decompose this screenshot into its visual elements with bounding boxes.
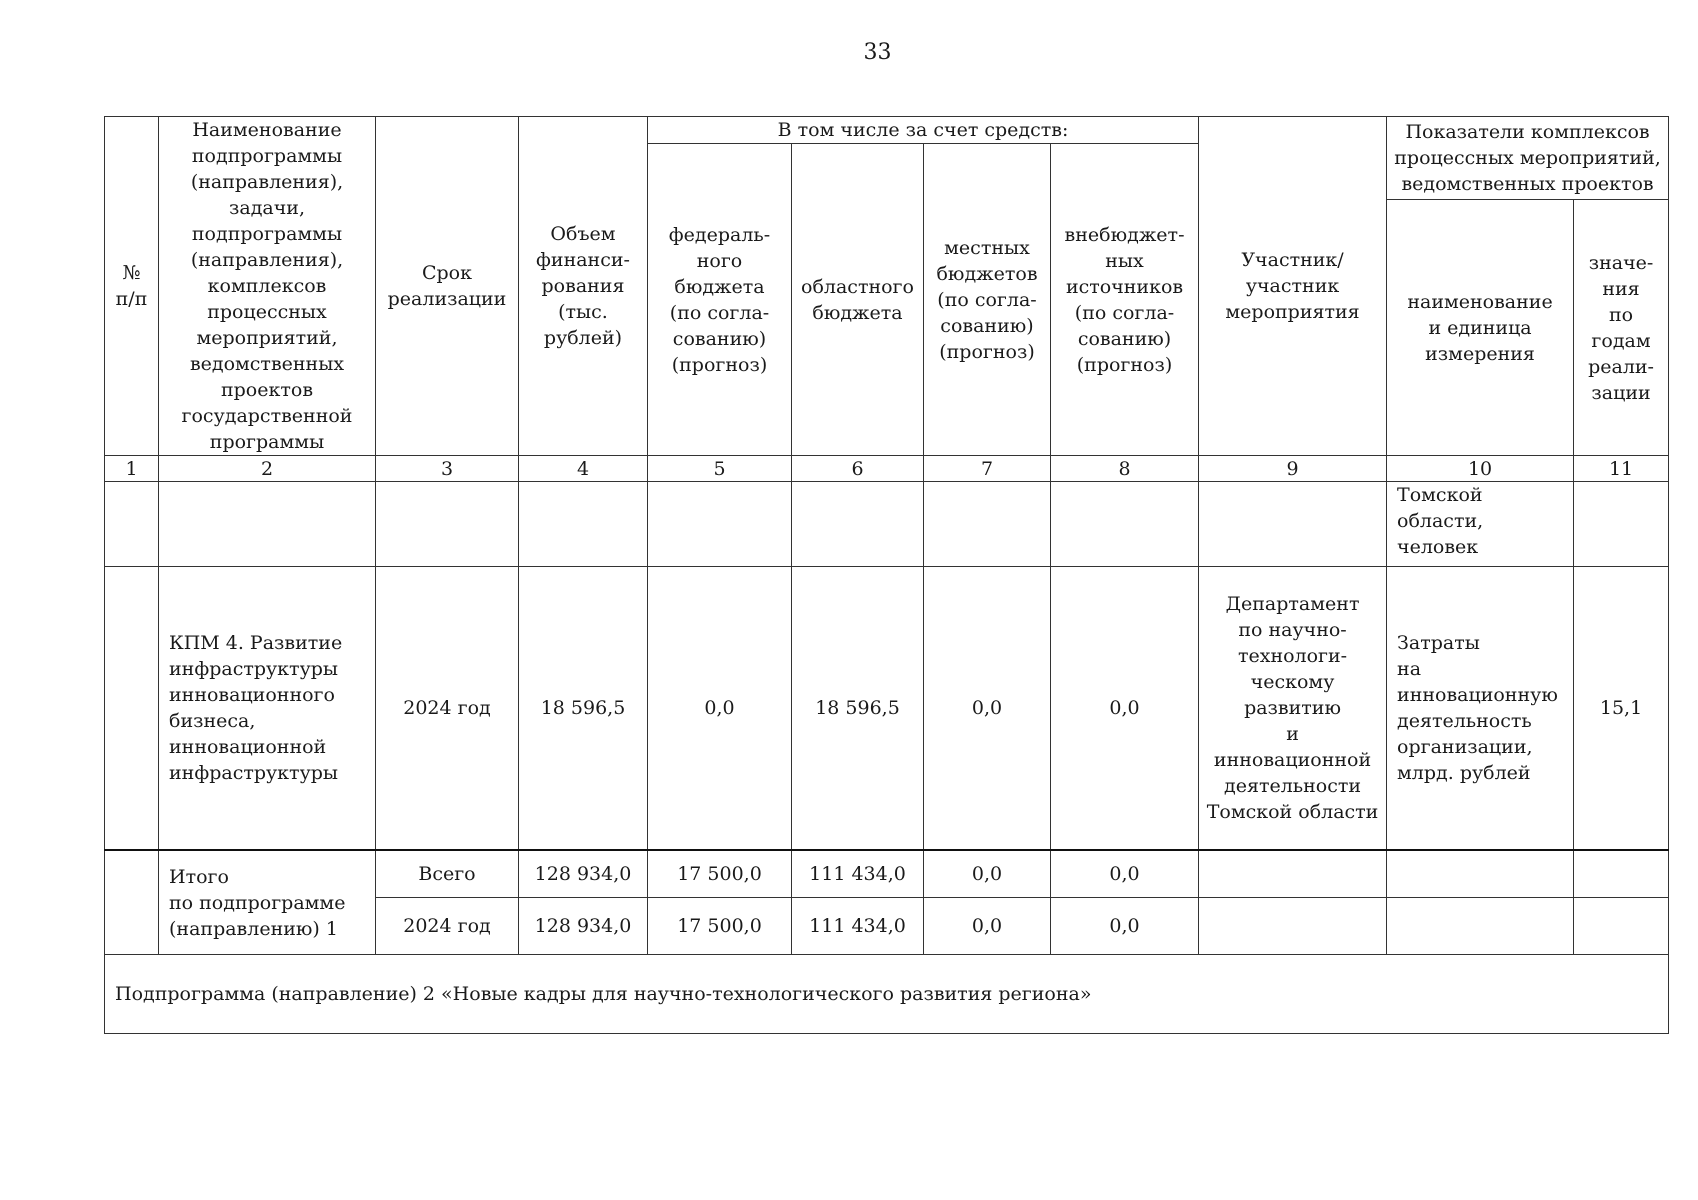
kpm-value: 15,1 — [1574, 567, 1669, 851]
kpm-local: 0,0 — [924, 567, 1051, 851]
kpm-regional: 18 596,5 — [792, 567, 924, 851]
column-number: 3 — [376, 456, 519, 482]
column-number: 9 — [1199, 456, 1387, 482]
indicator-name-continuation: Томской области, человек — [1387, 482, 1574, 567]
table-row — [105, 567, 1669, 851]
table-cell — [159, 482, 376, 567]
header-col-6: областного бюджета — [792, 144, 924, 456]
table-cell — [1199, 850, 1387, 898]
table-cell — [519, 482, 648, 567]
header-col-3: Срок реализации — [376, 117, 519, 456]
total-local: 0,0 — [924, 850, 1051, 898]
header-group-funds: В том числе за счет средств: — [648, 117, 1199, 144]
table-cell — [376, 482, 519, 567]
total-period: 2024 год — [376, 898, 519, 955]
column-number: 6 — [792, 456, 924, 482]
kpm-indicator: Затраты на инновационную деятельность организации, млрд. рублей — [1387, 567, 1574, 851]
column-number: 10 — [1387, 456, 1574, 482]
column-number: 4 — [519, 456, 648, 482]
header-col-2: Наименование подпрограммы (направления), задачи, подпрограммы (направления), комплексов процессных мероприятий, ведомственных проектов государственной программы — [159, 117, 376, 456]
kpm-name: КПМ 4. Развитие инфраструктуры инновационного бизнеса, инновационной инфраструктуры — [159, 567, 376, 851]
table-cell — [924, 482, 1051, 567]
column-number: 7 — [924, 456, 1051, 482]
continuation-row — [105, 482, 1669, 567]
kpm-period: 2024 год — [376, 567, 519, 851]
total-row — [105, 850, 1669, 898]
total-period: Всего — [376, 850, 519, 898]
header-col-7: местных бюджетов (по согла- сованию) (прогноз) — [924, 144, 1051, 456]
header-col-9: Участник/ участник мероприятия — [1199, 117, 1387, 456]
column-numbers-row — [105, 456, 1669, 482]
total-label: Итого по подпрограмме (направлению) 1 — [159, 850, 376, 955]
column-number: 11 — [1574, 456, 1669, 482]
table-cell — [1051, 482, 1199, 567]
table-cell — [1387, 850, 1574, 898]
header-col-4: Объем финанси- рования (тыс. рублей) — [519, 117, 648, 456]
table-cell — [1199, 482, 1387, 567]
column-number: 5 — [648, 456, 792, 482]
total-volume: 128 934,0 — [519, 898, 648, 955]
table-cell — [1574, 898, 1669, 955]
column-number: 1 — [105, 456, 159, 482]
total-local: 0,0 — [924, 898, 1051, 955]
header-col-8: внебюджет- ных источников (по согла- сованию) (прогноз) — [1051, 144, 1199, 456]
column-number: 2 — [159, 456, 376, 482]
table-cell — [1387, 898, 1574, 955]
table-cell — [105, 850, 159, 955]
total-federal: 17 500,0 — [648, 898, 792, 955]
header-col-10: наименование и единица измерения — [1387, 200, 1574, 456]
column-number: 8 — [1051, 456, 1199, 482]
total-federal: 17 500,0 — [648, 850, 792, 898]
table-cell — [792, 482, 924, 567]
table-cell — [1574, 482, 1669, 567]
header-col-1: № п/п — [105, 117, 159, 456]
kpm-extrabudget: 0,0 — [1051, 567, 1199, 851]
header-col-5: федераль- ного бюджета (по согла- сованию) (прогноз) — [648, 144, 792, 456]
total-regional: 111 434,0 — [792, 898, 924, 955]
header-group-indicators: Показатели комплексов процессных мероприятий, ведомственных проектов — [1387, 117, 1669, 200]
page-number: 33 — [863, 40, 892, 65]
kpm-volume: 18 596,5 — [519, 567, 648, 851]
table-cell — [648, 482, 792, 567]
kpm-participant: Департамент по научно- технологи- ческому развитию и инновационной деятельности Томской области — [1199, 567, 1387, 851]
table-cell — [105, 482, 159, 567]
program-table — [104, 116, 1669, 1034]
table-cell — [105, 567, 159, 851]
header-col-11: значе- ния по годам реали- зации — [1574, 200, 1669, 456]
table-cell — [1199, 898, 1387, 955]
subprogram-row — [105, 955, 1669, 1034]
total-regional: 111 434,0 — [792, 850, 924, 898]
subprogram-title: Подпрограмма (направление) 2 «Новые кадры для научно-технологического развития региона» — [105, 955, 1669, 1034]
total-extrabudget: 0,0 — [1051, 898, 1199, 955]
total-extrabudget: 0,0 — [1051, 850, 1199, 898]
kpm-federal: 0,0 — [648, 567, 792, 851]
header-row — [105, 117, 1669, 144]
table-cell — [1574, 850, 1669, 898]
total-volume: 128 934,0 — [519, 850, 648, 898]
